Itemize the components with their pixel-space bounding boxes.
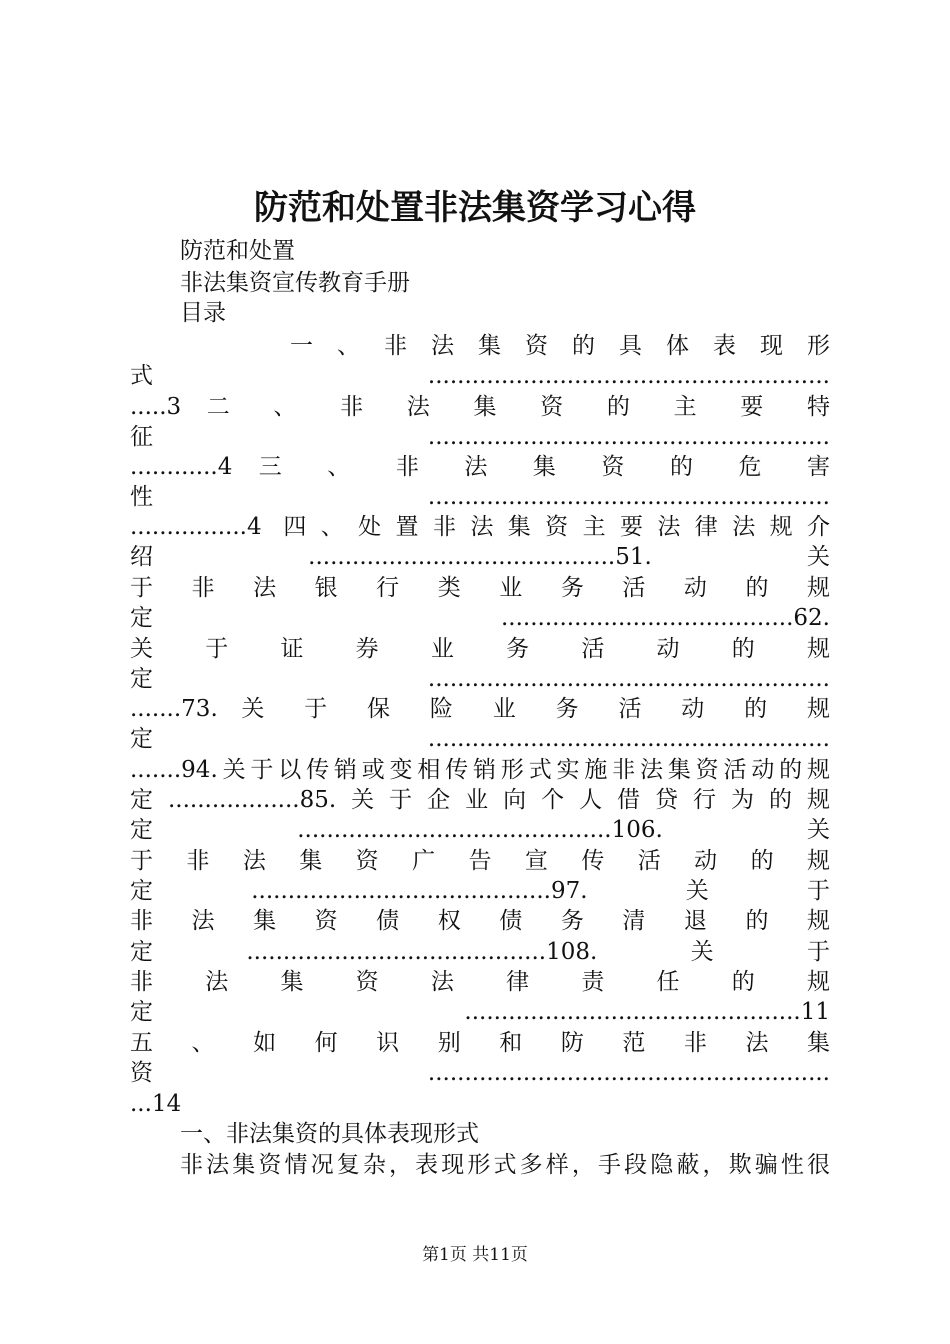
- toc-line: 非 法 集 资 债 权 债 务 清 退 的 规: [130, 908, 830, 934]
- toc-line: 资.......................................................: [130, 1060, 830, 1086]
- toc-line: .......94.关于以传销或变相传销形式实施非法集资活动的规: [130, 757, 830, 783]
- toc-line: 关 于 证 券 业 务 活 动 的 规: [130, 636, 830, 662]
- page-footer: 第1页 共11页: [422, 1245, 528, 1265]
- toc-line: 定.........................................108.关于: [130, 939, 830, 965]
- intro-line: 非法集资宣传教育手册: [180, 270, 410, 296]
- toc-line: .......73. 关 于 保 险 业 务 活 动 的 规: [130, 696, 830, 722]
- toc-line: 于 非 法 银 行 类 业 务 活 动 的 规: [130, 575, 830, 601]
- toc-line: .....3 二 、 非 法 集 资 的 主 要 特: [130, 394, 830, 420]
- toc-line: 一 、 非 法 集 资 的 具 体 表 现 形: [290, 333, 830, 359]
- toc-line: 定.......................................................: [130, 726, 830, 752]
- intro-line: 目录: [180, 300, 226, 326]
- toc-line: 定.......................................................: [130, 666, 830, 692]
- toc-line: ...14: [130, 1091, 182, 1117]
- toc-line: 定 ........................................62.: [130, 605, 830, 631]
- body-text-line: 非法集资情况复杂，表现形式多样，手段隐蔽，欺骗性很: [180, 1152, 830, 1178]
- toc-line: ................4 四、处置非法集资主要法律法规介: [130, 514, 830, 540]
- document-title: 防范和处置非法集资学习心得: [254, 188, 696, 228]
- toc-line: 五 、 如 何 识 别 和 防 范 非 法 集: [130, 1030, 830, 1056]
- toc-line: ............4 三 、 非 法 集 资 的 危 害: [130, 454, 830, 480]
- toc-line: 定..............................................11: [130, 999, 830, 1025]
- toc-line: 式.......................................................: [130, 363, 830, 389]
- toc-line: 于 非 法 集 资 广 告 宣 传 活 动 的 规: [130, 848, 830, 874]
- toc-line: 非 法 集 资 法 律 责 任 的 规: [130, 969, 830, 995]
- toc-line: 性.......................................................: [130, 484, 830, 510]
- toc-line: 绍..........................................51.关: [130, 544, 830, 570]
- toc-line: 定.........................................97.关于: [130, 878, 830, 904]
- toc-line: 征.......................................................: [130, 424, 830, 450]
- toc-line: 定...........................................106.关: [130, 817, 830, 843]
- section-heading: 一、非法集资的具体表现形式: [180, 1121, 479, 1147]
- toc-line: 定..................85.关于企业向个人借贷行为的规: [130, 787, 830, 813]
- intro-line: 防范和处置: [180, 238, 295, 264]
